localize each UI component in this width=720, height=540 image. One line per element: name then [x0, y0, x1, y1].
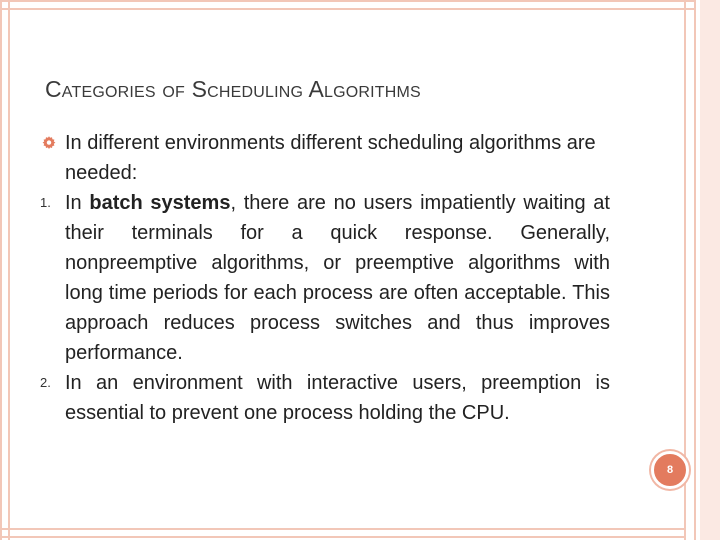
list-item-bold-term: batch systems	[89, 192, 231, 214]
page-number: 8	[666, 464, 674, 476]
list-number: 1.	[40, 195, 51, 210]
bullet-item	[40, 128, 610, 188]
right-decorative-band	[700, 0, 720, 540]
list-item-text: In an environment with interactive users, preemption is essential to prevent one process holding the CPU.	[65, 372, 610, 424]
list-item	[40, 368, 610, 428]
frame-line	[0, 0, 2, 540]
frame-line	[8, 0, 10, 540]
frame-line	[0, 528, 684, 530]
bullet-text: In different environments different scheduling algorithms are needed:	[65, 132, 596, 184]
page-number-badge	[651, 451, 689, 489]
frame-line	[694, 0, 696, 540]
list-item-prefix: In	[65, 192, 90, 214]
frame-line	[0, 8, 694, 10]
frame-line	[0, 536, 684, 538]
slide-content	[40, 128, 610, 428]
list-number: 2.	[40, 375, 51, 390]
gear-bullet-icon	[41, 135, 57, 151]
list-item	[40, 188, 610, 368]
list-item-text: , there are no users impatiently waiting at their terminals for a quick response. Generally, nonpreemptive algorithms, or preemptive algorithms with long time periods for each process are often acceptable. This approach reduces process switches and thus improves performance.	[65, 192, 610, 364]
frame-line	[0, 0, 694, 2]
slide-title: Categories of Scheduling Algorithms	[45, 76, 421, 102]
